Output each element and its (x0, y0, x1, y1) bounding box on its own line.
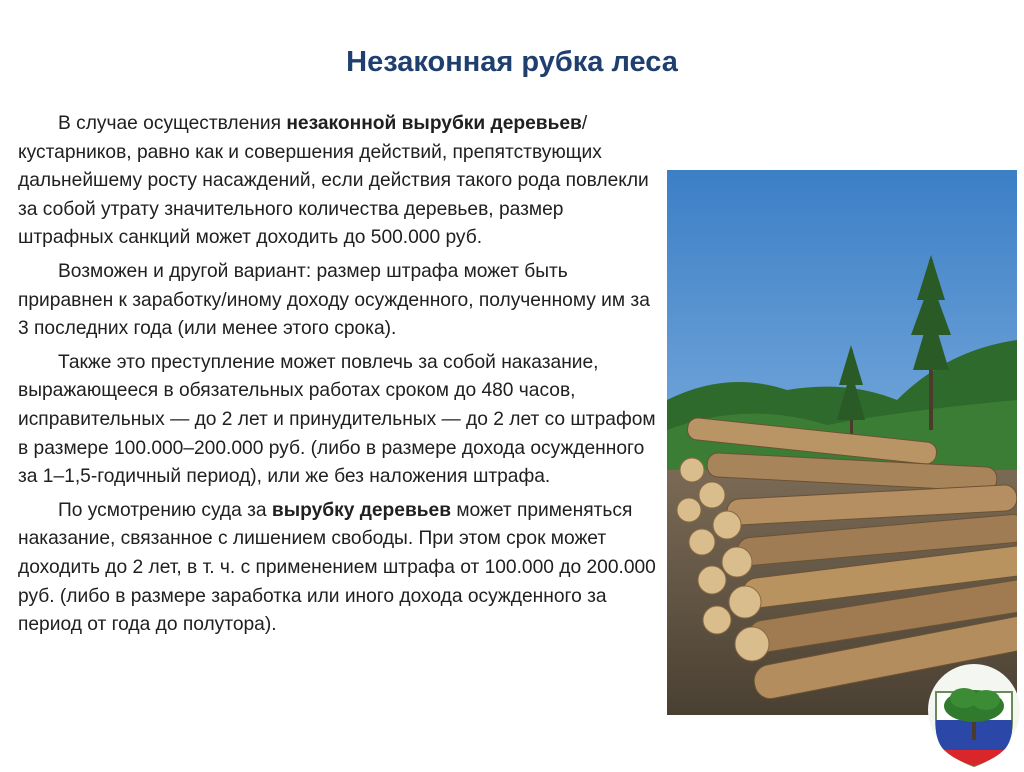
body-text (18, 110, 663, 645)
paragraph-4-bold-text: вырубку деревьев (271, 499, 451, 521)
paragraph-2 (18, 258, 663, 344)
paragraph-4-text-end: может применяться наказание, связанное с лишением свободы. При этом срок может доходить до 2 лет, в т. ч. с применением штрафа от 100.000 до 200.000 руб. (либо в размере заработка или иного дохода осужденного за период от года до полутора). (18, 499, 656, 636)
paragraph-1-bold-text: незаконной вырубки деревьев (286, 113, 582, 134)
paragraph-4-text-start: По усмотрению суда за (58, 499, 272, 521)
paragraph-2-text: Возможен и другой вариант: размер штрафа может быть приравнен к заработку/иному доходу осужденного, полученному им за 3 последних года (или менее этого срока). (18, 260, 650, 340)
logs-forest-image (667, 170, 1017, 715)
shield-emblem (926, 662, 1022, 767)
paragraph-3 (18, 349, 663, 492)
paragraph-1-text-end: /кустарников, равно как и совершения действий, препятствующих дальнейшему росту насаждений, если действия такого рода повлекли за собой утрату значительного количества деревьев, размер штрафных санкций может доходить до 500.000 руб. (18, 113, 649, 249)
paragraph-4 (18, 497, 663, 640)
paragraph-1 (18, 110, 663, 253)
logs-photo (667, 170, 1017, 715)
slide-title: Незаконная рубка леса (346, 46, 678, 78)
paragraph-3-text: Также это преступление может повлечь за собой наказание, выражающееся в обязательных работах сроком до 480 часов, исправительных — до 2 лет и принудительных — до 2 лет со штрафом в размере 100.000–200.000 руб. (либо в размере дохода осужденного за 1–1,5-годичный период), или же без наложения штрафа. (18, 351, 656, 488)
paragraph-1-text-start: В случае осуществления (58, 113, 287, 134)
shield-icon (926, 662, 1022, 767)
